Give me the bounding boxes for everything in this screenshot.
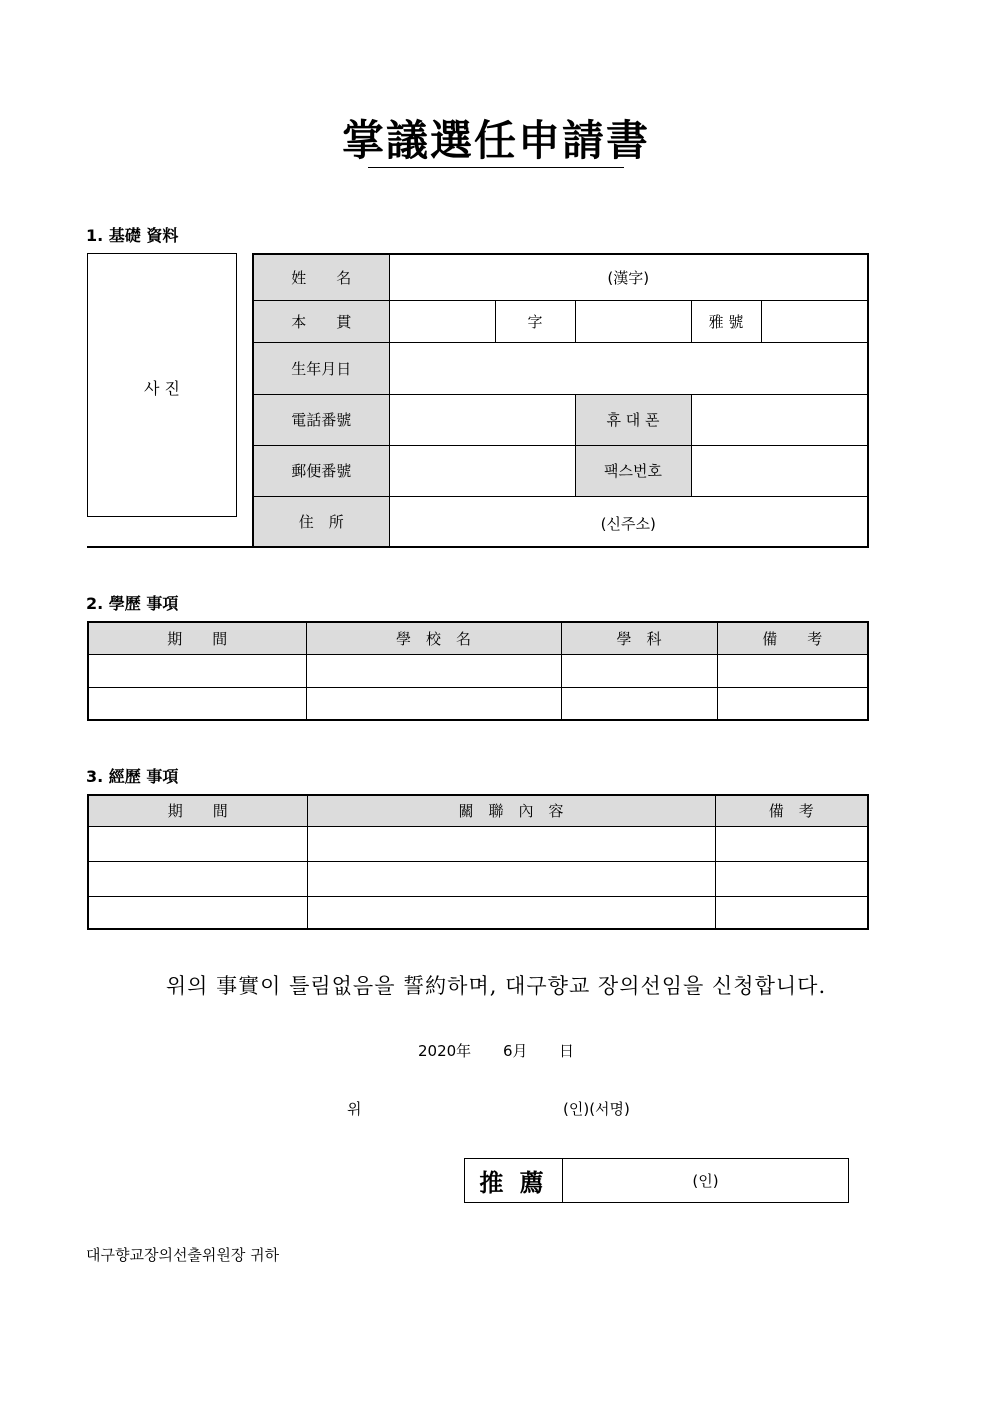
name-field[interactable] bbox=[389, 254, 868, 300]
career-remarks-cell[interactable] bbox=[715, 896, 868, 929]
date-month: 6月 bbox=[503, 1042, 528, 1060]
origin-field[interactable] bbox=[389, 300, 495, 342]
career-details-cell[interactable] bbox=[307, 896, 715, 929]
recommendation-table bbox=[464, 1158, 849, 1203]
table-row bbox=[88, 826, 868, 861]
education-remarks-cell[interactable] bbox=[717, 654, 868, 687]
fax-label: 팩스번호 bbox=[575, 445, 691, 496]
career-details-cell[interactable] bbox=[307, 826, 715, 861]
phone-field[interactable] bbox=[389, 394, 575, 445]
education-period-cell[interactable] bbox=[88, 687, 306, 720]
career-col-remarks: 備 考 bbox=[715, 795, 868, 826]
education-remarks-cell[interactable] bbox=[717, 687, 868, 720]
education-col-period: 期 間 bbox=[88, 622, 306, 654]
signer-label: 위 bbox=[347, 1100, 362, 1118]
table-row bbox=[88, 861, 868, 896]
education-col-major: 學 科 bbox=[561, 622, 717, 654]
career-remarks-cell[interactable] bbox=[715, 861, 868, 896]
fax-field[interactable] bbox=[691, 445, 868, 496]
seal-signature-field[interactable]: (인)(서명) bbox=[563, 1100, 630, 1118]
postal-code-label: 郵便番號 bbox=[253, 445, 389, 496]
education-period-cell[interactable] bbox=[88, 654, 306, 687]
pen-name-field[interactable] bbox=[761, 300, 868, 342]
career-details-cell[interactable] bbox=[307, 861, 715, 896]
section-heading-career: 3. 經歷 事項 bbox=[86, 767, 179, 786]
career-period-cell[interactable] bbox=[88, 826, 307, 861]
section-heading-education: 2. 學歷 事項 bbox=[86, 594, 179, 613]
career-col-details: 關 聯 內 容 bbox=[307, 795, 715, 826]
recommender-seal: (인) bbox=[692, 1172, 719, 1190]
name-label: 姓 名 bbox=[253, 254, 389, 300]
recommender-field[interactable] bbox=[563, 1159, 849, 1203]
title-underline bbox=[368, 167, 624, 168]
addressee: 대구향교장의선출위원장 귀하 bbox=[86, 1246, 280, 1264]
courtesy-name-field[interactable] bbox=[575, 300, 691, 342]
date-year: 2020年 bbox=[418, 1042, 472, 1060]
photo-baseline bbox=[87, 546, 253, 548]
declaration-text: 위의 事實이 틀림없음을 誓約하며, 대구향교 장의선임을 신청합니다. bbox=[165, 974, 827, 998]
address-hint: (신주소) bbox=[600, 514, 656, 533]
table-row bbox=[88, 687, 868, 720]
basic-info-table bbox=[252, 253, 869, 548]
education-table bbox=[87, 621, 869, 721]
address-label: 住 所 bbox=[253, 496, 389, 547]
table-row bbox=[88, 896, 868, 929]
birthdate-label: 生年月日 bbox=[253, 342, 389, 394]
phone-label: 電話番號 bbox=[253, 394, 389, 445]
career-remarks-cell[interactable] bbox=[715, 826, 868, 861]
recommendation-label: 推 薦 bbox=[465, 1159, 563, 1203]
mobile-field[interactable] bbox=[691, 394, 868, 445]
education-col-remarks: 備 考 bbox=[717, 622, 868, 654]
education-major-cell[interactable] bbox=[561, 654, 717, 687]
mobile-label: 휴 대 폰 bbox=[575, 394, 691, 445]
career-table bbox=[87, 794, 869, 930]
address-field[interactable] bbox=[389, 496, 868, 547]
table-row bbox=[88, 654, 868, 687]
career-col-period: 期 間 bbox=[88, 795, 307, 826]
education-school-cell[interactable] bbox=[306, 687, 561, 720]
date-day: 日 bbox=[559, 1042, 575, 1060]
document-title: 掌議選任申請書 bbox=[341, 116, 650, 165]
career-period-cell[interactable] bbox=[88, 861, 307, 896]
education-school-cell[interactable] bbox=[306, 654, 561, 687]
origin-label: 本 貫 bbox=[253, 300, 389, 342]
pen-name-label: 雅 號 bbox=[691, 300, 761, 342]
birthdate-field[interactable] bbox=[389, 342, 868, 394]
postal-code-field[interactable] bbox=[389, 445, 575, 496]
photo-box[interactable] bbox=[87, 253, 237, 517]
photo-label: 사 진 bbox=[144, 379, 180, 398]
career-period-cell[interactable] bbox=[88, 896, 307, 929]
courtesy-name-label: 字 bbox=[495, 300, 575, 342]
education-col-school: 學 校 名 bbox=[306, 622, 561, 654]
name-hanja-hint: (漢字) bbox=[607, 268, 650, 287]
section-heading-basic-info: 1. 基礎 資料 bbox=[86, 226, 179, 245]
education-major-cell[interactable] bbox=[561, 687, 717, 720]
